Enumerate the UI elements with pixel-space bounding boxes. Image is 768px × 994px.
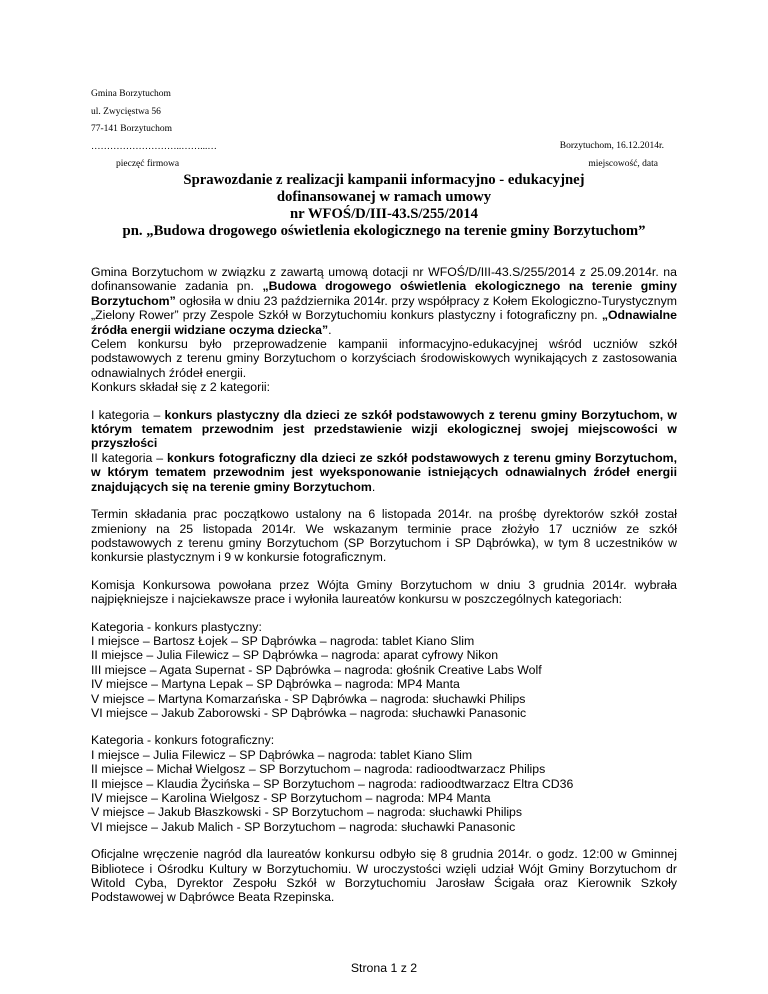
org-postal: 77-141 Borzytuchom: [91, 124, 173, 134]
list-item: II miejsce – Julia Filewicz – SP Dąbrówka – nagroda: aparat cyfrowy Nikon: [91, 648, 499, 663]
page-number: Strona 1 z 2: [350, 961, 418, 975]
plastic-heading: Kategoria - konkurs plastyczny:: [91, 619, 262, 634]
project-name: „Budowa drogowego oświetlenia ekologicznego na terenie gminy Borzytuchom”: [91, 279, 677, 308]
ceremony-paragraph: Oficjalne wręczenie nagród dla laureatów konkursu odbyło się 8 grudnia 2014r. o godz. 12:00 w Gminnej Bibliotece i Ośrodku Kultury w Borzytuchomiu. W uroczystości wzięli udział Wójt Gminy Borzytuchom dr Witold Cyba, Dyrektor Zespołu Szkół w Borzytuchomiu Jarosław Ścigała oraz Kierownik Szkoły Podstawowej w Dąbrówce Beata Rzepinska.: [91, 847, 677, 905]
list-item: VI miejsce – Jakub Zaborowski - SP Dąbrówka – nagroda: słuchawki Panasonic: [91, 705, 527, 720]
document-title: [91, 172, 677, 240]
intro-text-end: .: [328, 322, 332, 337]
org-street: ul. Zwycięstwa 56: [91, 106, 161, 117]
place-date-block: [560, 138, 664, 173]
intro-paragraph: [91, 265, 677, 337]
goal-paragraph: Celem konkursu było przeprowadzenie kampanii informacyjno-edukacyjnej wśród uczniów szkół podstawowych z terenu gminy Borzytuchom o korzyściach środowiskowych wynikających z zastosowania odnawialnych źródeł energii.: [91, 337, 677, 380]
categories-count: Konkurs składał się z 2 kategorii:: [91, 380, 271, 395]
category-2-desc: [91, 451, 677, 494]
list-item: IV miejsce – Karolina Wielgosz - SP Borzytuchom – nagroda: MP4 Manta: [91, 791, 491, 805]
category-1-desc: [91, 408, 677, 451]
list-item: V miejsce – Jakub Błaszkowski - SP Borzytuchom – nagroda: słuchawki Philips: [91, 805, 523, 820]
title-line-3: nr WFOŚ/D/III-43.S/255/2014: [290, 206, 478, 222]
commission-paragraph: Komisja Konkursowa powołana przez Wójta Gminy Borzytuchom w dniu 3 grudnia 2014r. wybrała najpiękniejsze i najciekawsze prace i wyłoniła laureatów konkursu w poszczególnych kategoriach:: [91, 577, 677, 607]
photo-results: [91, 733, 677, 834]
org-name: Gmina Borzytuchom: [91, 89, 171, 99]
photo-heading: Kategoria - konkurs fotograficzny:: [91, 733, 275, 748]
title-line-4: pn. „Budowa drogowego oświetlenia ekologicznego na terenie gminy Borzytuchom”: [122, 223, 646, 239]
list-item: I miejsce – Julia Filewicz – SP Dąbrówka – nagroda: tablet Kiano Slim: [91, 747, 473, 762]
title-line-1: Sprawozdanie z realizacji kampanii informacyjno - edukacyjnej: [183, 172, 585, 188]
category-2-end: .: [371, 479, 376, 494]
category-1-label: I kategoria –: [91, 407, 165, 422]
list-item: III miejsce – Agata Supernat - SP Dąbrówka – nagroda: głośnik Creative Labs Wolf: [91, 662, 542, 677]
list-item: VI miejsce – Jakub Malich - SP Borzytuchom – nagroda: słuchawki Panasonic: [91, 819, 516, 834]
stamp-caption: pieczęć firmowa: [116, 159, 180, 169]
list-item: IV miejsce – Martyna Lepak – SP Dąbrówka – nagroda: MP4 Manta: [91, 677, 460, 692]
letterhead: [91, 86, 217, 174]
list-item: II miejsce – Klaudia Życińska – SP Borzytuchom – nagroda: radioodtwarzacz Eltra CD36: [91, 776, 574, 791]
category-2-text: konkurs fotograficzny dla dzieci ze szkół podstawowych z terenu gminy Borzytuchom, w którym tematem przewodnim jest wyeksponowanie istniejących odnawialnych źródeł energii znajdujących się na terenie gminy Borzytuchom: [91, 450, 677, 494]
list-item: I miejsce – Bartosz Łojek – SP Dąbrówka – nagroda: tablet Kiano Slim: [91, 633, 475, 648]
place-date: Borzytuchom, 16.12.2014r.: [559, 141, 664, 151]
deadline-paragraph: Termin składania prac początkowo ustalony na 6 listopada 2014r. na prośbę dyrektorów szkół został zmieniony na 25 listopada 2014r. We wskazanym terminie prace złożyło 17 uczniów ze szkół podstawowych z terenu gminy Borzytuchom (SP Borzytuchom i SP Dąbrówka), w tym 8 uczestników w konkursie plastycznym i 9 w konkursie fotograficznym.: [91, 507, 677, 565]
list-item: V miejsce – Martyna Komarzańska - SP Dąbrówka – nagroda: słuchawki Philips: [91, 691, 526, 706]
title-line-2: dofinansowanej w ramach umowy: [276, 189, 492, 205]
category-1-text: konkurs plastyczny dla dzieci ze szkół podstawowych z terenu gminy Borzytuchom, w którym tematem przewodnim jest przedstawienie wizji ekologicznej swojej miejscowości w przyszłości: [91, 407, 677, 451]
document-body: [91, 265, 677, 918]
contest-name: „Odnawialne źródła energii widziane oczyma dziecka”: [91, 308, 677, 337]
stamp-dots: ………………………..……...…: [91, 141, 217, 152]
place-date-caption: miejscowość, data: [588, 158, 658, 169]
intro-text-cont: ogłosiła w dniu 23 października 2014r. przy współpracy z Kołem Ekologiczno-Turystycznym „Zielony Rower” przy Zespole Szkół w Borzytuchomiu konkurs plastyczny i fotograficzny pn.: [91, 293, 677, 323]
category-2-label: II kategoria –: [91, 450, 168, 465]
plastic-results: [91, 620, 677, 721]
list-item: II miejsce – Michał Wielgosz – SP Borzytuchom – nagroda: radioodtwarzacz Philips: [91, 762, 546, 777]
intro-text: Gmina Borzytuchom w związku z zawartą umową dotacji nr WFOŚ/D/III-43.S/255/2014 z 25.09.2014r. na dofinansowanie zadania pn.: [91, 265, 677, 294]
